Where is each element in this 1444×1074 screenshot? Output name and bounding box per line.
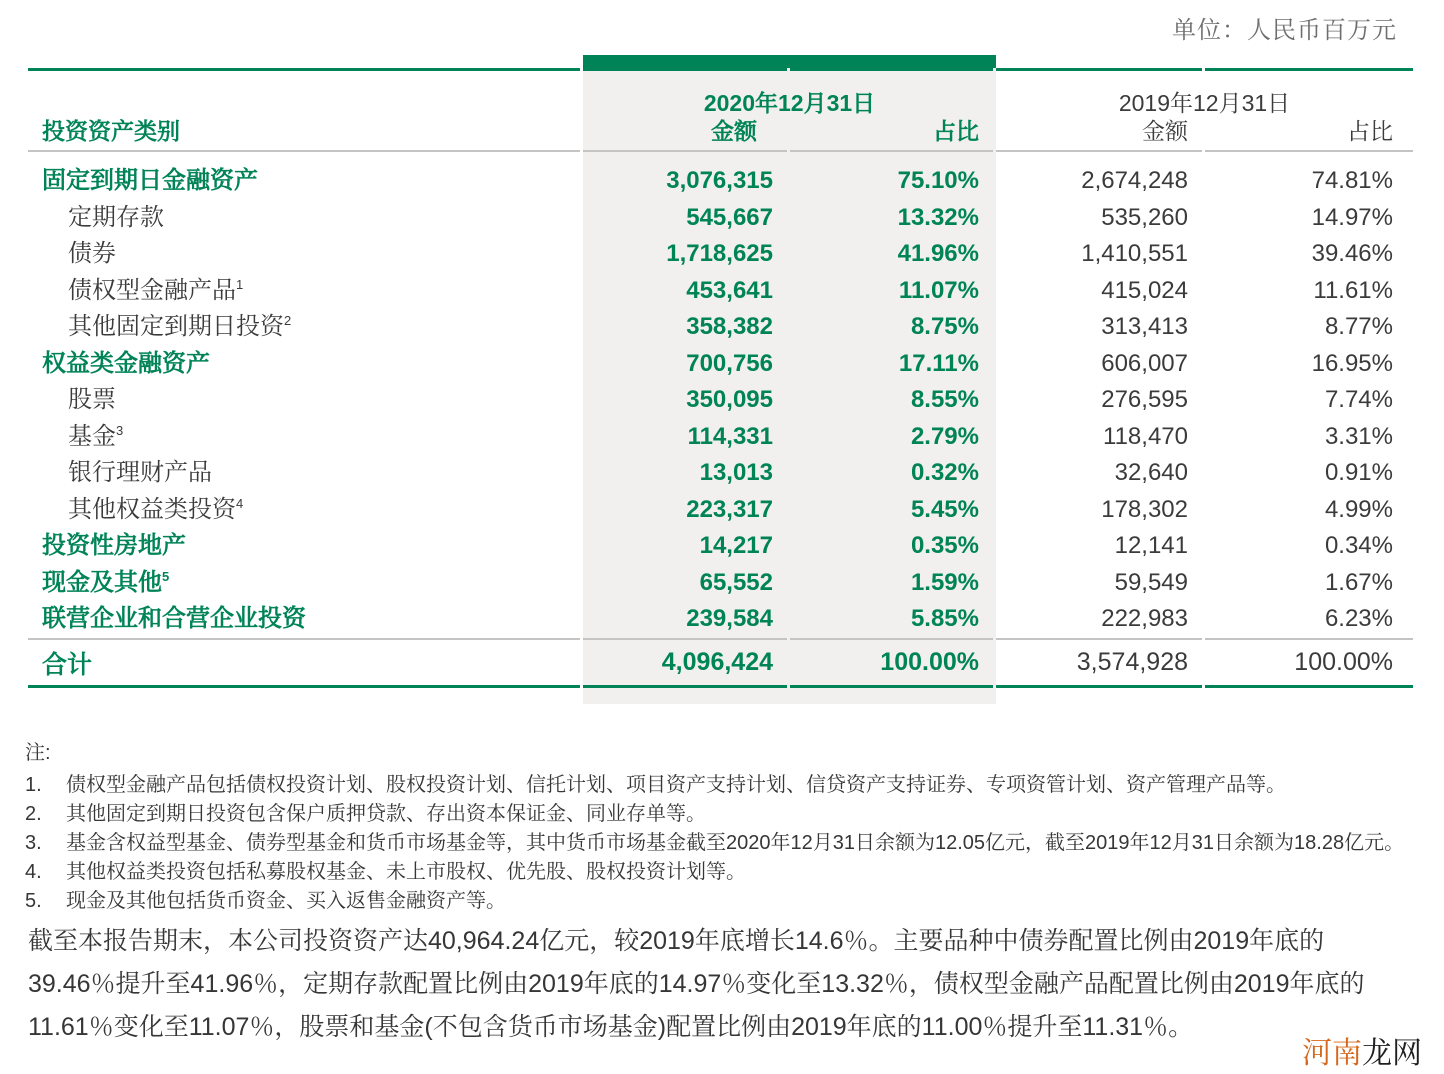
ratio-2019: 7.74%: [1324, 386, 1393, 413]
row-label-text: 权益类金融资产: [42, 349, 210, 377]
ratio-2019: 0.91%: [1324, 459, 1393, 486]
ratio-2020: 5.85%: [910, 605, 979, 632]
note-text: 基金含权益型基金、债券型基金和货币市场基金等，其中货币市场基金截至2020年12月31日余额为12.05亿元，截至2019年12月31日余额为18.28亿元。: [66, 832, 1405, 854]
ratio-2019: 0.34%: [1324, 532, 1393, 559]
total-amount-2020: 4,096,424: [661, 648, 773, 676]
amount-2019: 313,413: [1101, 313, 1188, 340]
row-label-text: 投资性房地产: [42, 532, 186, 559]
note-text: 其他固定到期日投资包含保户质押贷款、存出资本保证金、同业存单等。: [66, 803, 706, 825]
amount-2020: 65,552: [699, 568, 773, 596]
ratio-2020: 0.35%: [910, 532, 979, 559]
row-label-text: 现金及其他: [42, 568, 162, 596]
amount-header-2020: 金额: [711, 118, 757, 144]
row-label: [28, 309, 580, 346]
note-number: 5.: [25, 890, 42, 912]
ratio-2020: 75.10%: [897, 167, 979, 194]
ratio-2020: 0.32%: [910, 459, 979, 486]
table-total-row: [28, 640, 1401, 685]
amount-2019: 606,007: [1101, 349, 1188, 377]
row-label-superscript: 4: [236, 495, 244, 511]
ratio-2020: 8.75%: [910, 313, 979, 340]
amount-2019: 1,410,551: [1081, 240, 1188, 267]
row-label: [28, 346, 580, 383]
table-bottom-rule: [28, 685, 1401, 688]
amount-2019: 12,141: [1114, 532, 1188, 559]
row-label-text: 联营企业和合营企业投资: [42, 605, 306, 632]
header-bottom-rule: [28, 150, 1401, 152]
row-label-text: 债权型金融产品: [68, 276, 236, 304]
ratio-2019: 74.81%: [1311, 167, 1393, 194]
ratio-2020: 13.32%: [897, 203, 979, 231]
amount-2019: 276,595: [1101, 386, 1188, 413]
amount-2019: 59,549: [1114, 568, 1188, 596]
column-group-2020-top-bar: [583, 55, 996, 68]
amount-2020: 13,013: [699, 459, 773, 486]
ratio-2020: 2.79%: [910, 422, 979, 450]
amount-2019: 2,674,248: [1081, 167, 1188, 194]
notes-title: 注:: [25, 742, 51, 764]
amount-2019: 222,983: [1101, 605, 1188, 632]
ratio-2019: 8.77%: [1324, 313, 1393, 340]
total-amount-2019: 3,574,928: [1076, 648, 1188, 676]
row-label: [28, 236, 580, 273]
paragraph-line: 11.61％变化至11.07％，股票和基金(不包含货币市场基金)配置比例由2019年底的11.00％提升至11.31％。: [28, 1013, 1194, 1041]
notes-section: [25, 738, 1404, 916]
amount-2020: 1,718,625: [666, 240, 773, 267]
row-label-text: 其他固定到期日投资: [68, 313, 284, 340]
ratio-2020: 8.55%: [910, 386, 979, 413]
ratio-2020: 17.11%: [898, 349, 979, 377]
row-label-text: 其他权益类投资: [68, 495, 236, 523]
row-label-superscript: 2: [284, 313, 292, 328]
row-label: [28, 492, 580, 529]
amount-header-2019: 金额: [1142, 118, 1188, 144]
note-number: 4.: [25, 861, 42, 883]
amount-2020: 350,095: [686, 386, 773, 413]
row-label-superscript: 1: [236, 276, 244, 292]
paragraph-line: 截至本报告期末，本公司投资资产达40,964.24亿元，较2019年底增长14.6％。主要品种中债券配置比例由2019年底的: [28, 927, 1325, 955]
table-header-row: [28, 112, 1401, 146]
total-ratio-2020: 100.00%: [880, 648, 979, 676]
amount-2019: 178,302: [1101, 495, 1188, 523]
amount-2019: 118,470: [1103, 422, 1188, 450]
amount-2019: 535,260: [1101, 203, 1188, 231]
row-label-text: 银行理财产品: [68, 459, 212, 486]
ratio-2019: 6.23%: [1324, 605, 1393, 632]
row-label-text: 股票: [68, 386, 116, 413]
row-label: [28, 382, 580, 419]
note-text: 债权型金融产品包括债权投资计划、股权投资计划、信托计划、项目资产支持计划、信贷资产支持证券、专项资管计划、资产管理产品等。: [66, 774, 1286, 796]
note-item: [25, 771, 1404, 800]
unit-label: 单位：人民币百万元: [1172, 17, 1397, 44]
row-label: [28, 273, 580, 310]
notes-list: [25, 771, 1404, 916]
amount-2020: 700,756: [686, 349, 773, 377]
row-label: [28, 163, 580, 200]
ratio-header-2020: 占比: [933, 118, 979, 144]
amount-2020: 545,667: [686, 203, 773, 231]
amount-2019: 415,024: [1101, 276, 1188, 304]
row-label: [28, 455, 580, 492]
ratio-2019: 39.46%: [1311, 240, 1393, 267]
note-text: 现金及其他包括货币资金、买入返售金融资产等。: [66, 890, 506, 912]
row-label: [28, 528, 580, 565]
note-number: 3.: [25, 832, 42, 854]
category-header: 投资资产类别: [42, 118, 180, 144]
row-label: [28, 419, 580, 456]
row-label-superscript: 5: [162, 568, 170, 584]
ratio-2019: 11.61%: [1313, 276, 1393, 304]
ratio-2019: 16.95%: [1311, 349, 1393, 377]
row-label: [28, 200, 580, 237]
note-item: [25, 829, 1404, 858]
amount-2020: 358,382: [686, 313, 773, 340]
ratio-2019: 14.97%: [1311, 203, 1393, 231]
note-item: [25, 800, 1404, 829]
watermark-part-1: 河南: [1302, 1037, 1362, 1070]
row-label: [28, 565, 580, 602]
ratio-header-2019: 占比: [1347, 118, 1393, 144]
amount-2020: 14,217: [699, 532, 773, 559]
watermark-part-2: 龙网: [1362, 1037, 1422, 1070]
column-group-2019-date: 2019年12月31日: [1118, 90, 1291, 116]
paragraph-line: 39.46％提升至41.96％，定期存款配置比例由2019年底的14.97％变化至13.32％，债权型金融产品配置比例由2019年底的: [28, 970, 1365, 998]
column-group-2020-date: 2020年12月31日: [703, 90, 876, 116]
watermark: [1302, 1028, 1422, 1072]
row-label-text: 固定到期日金融资产: [42, 167, 258, 194]
row-label-text: 定期存款: [68, 203, 164, 231]
amount-2020: 114,331: [687, 422, 773, 450]
total-ratio-2019: 100.00%: [1294, 648, 1393, 676]
ratio-2020: 41.96%: [897, 240, 979, 267]
amount-2020: 3,076,315: [666, 167, 773, 194]
row-label-text: 基金: [68, 422, 116, 450]
ratio-2019: 3.31%: [1324, 422, 1393, 450]
total-row-label: 合计: [42, 650, 93, 679]
table-rows: [28, 163, 1401, 638]
note-item: [25, 858, 1404, 887]
amount-2020: 223,317: [686, 495, 773, 523]
amount-2019: 32,640: [1114, 459, 1188, 486]
summary-paragraph: [28, 920, 1420, 1049]
row-label-text: 债券: [68, 240, 116, 267]
row-label-superscript: 3: [116, 422, 124, 438]
note-number: 2.: [25, 803, 42, 825]
ratio-2020: 11.07%: [898, 276, 979, 304]
ratio-2020: 1.59%: [910, 568, 979, 596]
table-top-rule: [28, 68, 1401, 71]
note-text: 其他权益类投资包括私募股权基金、未上市股权、优先股、股权投资计划等。: [66, 861, 746, 883]
amount-2020: 239,584: [686, 605, 773, 632]
ratio-2019: 4.99%: [1324, 495, 1393, 523]
note-item: [25, 887, 1404, 916]
note-number: 1.: [25, 774, 42, 796]
ratio-2020: 5.45%: [910, 495, 979, 523]
amount-2020: 453,641: [686, 276, 773, 304]
row-label: [28, 601, 580, 638]
ratio-2019: 1.67%: [1324, 568, 1393, 596]
